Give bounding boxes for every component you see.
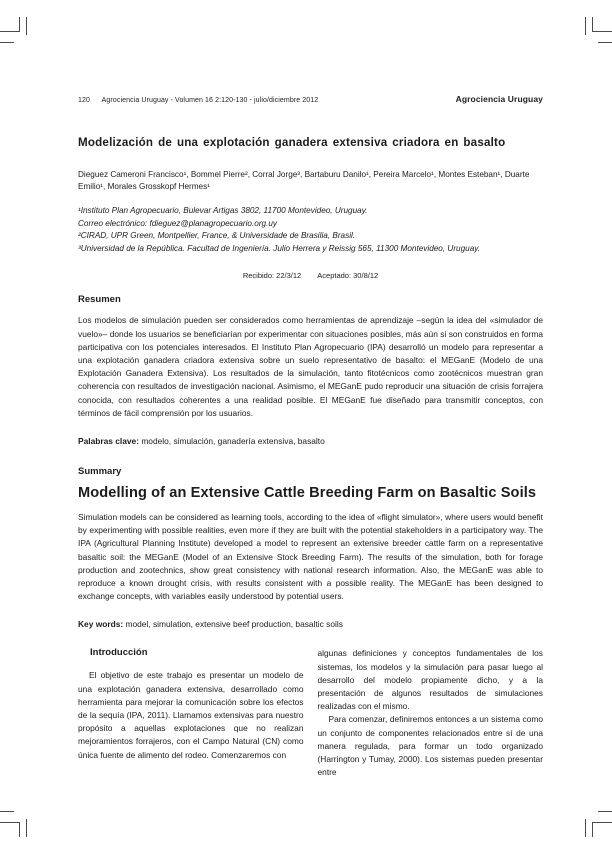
summary-body: Simulation models can be considered as learning tools, according to the idea of «flight simulator», where users would benefit by experimenting with possible realities, even more if they are built with the potential stakeholders in a participatory way. The IPA (Agricultural Planning Institute) developed a model to represent an extensive breeder cattle farm on a representative basaltic soil: the MEGanE (Model of an Extensive Stock Breeding Farm). The results of the simulation, both for forage production and zootechnics, show great consistency with national research information. Also, the MEGanE was able to reproduce a known drought crisis, with results consistent with a possible reality. The MEGanE has been designed to exchange concepts, with variables easily understood by potential users.: [78, 512, 543, 602]
volume-info: Agrociencia Uruguay - Volumen 16 2:120-130 - julio/diciembre 2012: [101, 97, 319, 104]
header-page-info: [78, 97, 318, 104]
introduction-heading: Introducción: [90, 647, 148, 659]
key-words-values: model, simulation, extensive beef production, basaltic soils: [125, 619, 343, 630]
journal-name: Agrociencia Uruguay: [455, 94, 543, 104]
accepted-date: Aceptado: 30/8/12: [317, 271, 379, 281]
column-right: [318, 647, 544, 779]
affiliation-email: Correo electrónico: fdieguez@planagropecuario.org.uy: [78, 218, 278, 228]
palabras-clave-label: Palabras clave:: [78, 436, 139, 446]
resumen-heading: Resumen: [78, 294, 121, 306]
summary-heading: Summary: [78, 466, 122, 477]
two-column-section: [78, 647, 543, 779]
page-number: 120: [78, 97, 90, 104]
palabras-clave-line: [78, 436, 543, 446]
affiliation-3: ³Universidad de la República. Facultad de Ingeniería. Julio Herrera y Reissig 565, 11300 Montevideo, Uruguay.: [78, 243, 481, 253]
palabras-clave-values: modelo, simulación, ganadería extensiva, basalto: [141, 436, 325, 446]
received-date: Recibido: 22/3/12: [242, 271, 302, 281]
intro-paragraph-right-1: algunas definiciones y conceptos fundamentales de los sistemas, los modelos y la simulación para pasar luego al desarrollo del modelo propiamente dicho, y a la presentación de algunos resultados de simulaciones realizadas con el mismo.: [317, 648, 543, 712]
resumen-body: Los modelos de simulación pueden ser considerados como herramientas de aprendizaje –según la idea del «simulador de vuelo»– donde los usuarios se beneficiarían por experimentar con situaciones posibles, más aún si son construidos en forma participativa con los potenciales interesados. El Instituto Plan Agropecuario (IPA) desarrolló un modelo para representar a una explotación ganadera criadora extensiva sobre un suelo representativo de basalto: el MEGanE (Modelo de una Explotación Ganadera Extensiva). Los resultados de la simulación, tanto fitotécnicos como zootécnicos muestran gran coherencia con resultados de investigación nacional. Asimismo, el MEGanE pudo reproducir una situación de crisis forrajera conocida, con resultados coherentes a una realidad posible. El MEGanE fue diseñado para transmitir conceptos, con términos de fácil comprensión por los usuarios.: [78, 315, 543, 418]
key-words-line: [78, 619, 543, 629]
affiliation-2: ²CIRAD, UPR Green, Montpellier, France, & Universidade de Brasilia, Brasil.: [78, 231, 356, 241]
intro-paragraph-right-2: Para comenzar, definiremos entonces a un sistema como un conjunto de componentes relacionados entre sí de una manera regulada, para formar un todo organizado (Harrington y Tumay, 2000). Los sistemas pueden presentar entre: [317, 714, 543, 778]
author-list: Dieguez Cameroni Francisco¹, Bommel Pierre², Corral Jorge³, Bartaburu Danilo¹, Pereira Marcelo¹, Montes Esteban¹, Duarte Emilio¹, Morales Grosskopf Hermes¹: [78, 170, 530, 191]
affiliations: [78, 205, 543, 255]
column-left: [78, 647, 304, 779]
article-title-es: Modelización de una explotación ganadera extensiva criadora en basalto: [78, 136, 506, 149]
running-header: [78, 94, 543, 104]
page-content: [78, 0, 543, 779]
received-accepted-line: [78, 271, 543, 280]
affiliation-1: ¹Instituto Plan Agropecuario, Bulevar Artigas 3802, 11700 Montevideo, Uruguay.: [78, 206, 368, 215]
intro-paragraph-left: El objetivo de este trabajo es presentar un modelo de una explotación ganadera extensiva, desarrollado como herramienta para mejorar la comunicación sobre los efectos de la sequía (IPA, 2011). Llamamos extensivas para nuestro propósito a aquellas explotaciones que no realizan mejoramientos forrajeros, con el Campo Natural (CN) como única fuente de alimento del rodeo. Comenzaremos con: [78, 670, 304, 760]
article-title-en: Modelling of an Extensive Cattle Breeding Farm on Basaltic Soils: [78, 485, 537, 501]
key-words-label: Key words:: [78, 619, 124, 630]
